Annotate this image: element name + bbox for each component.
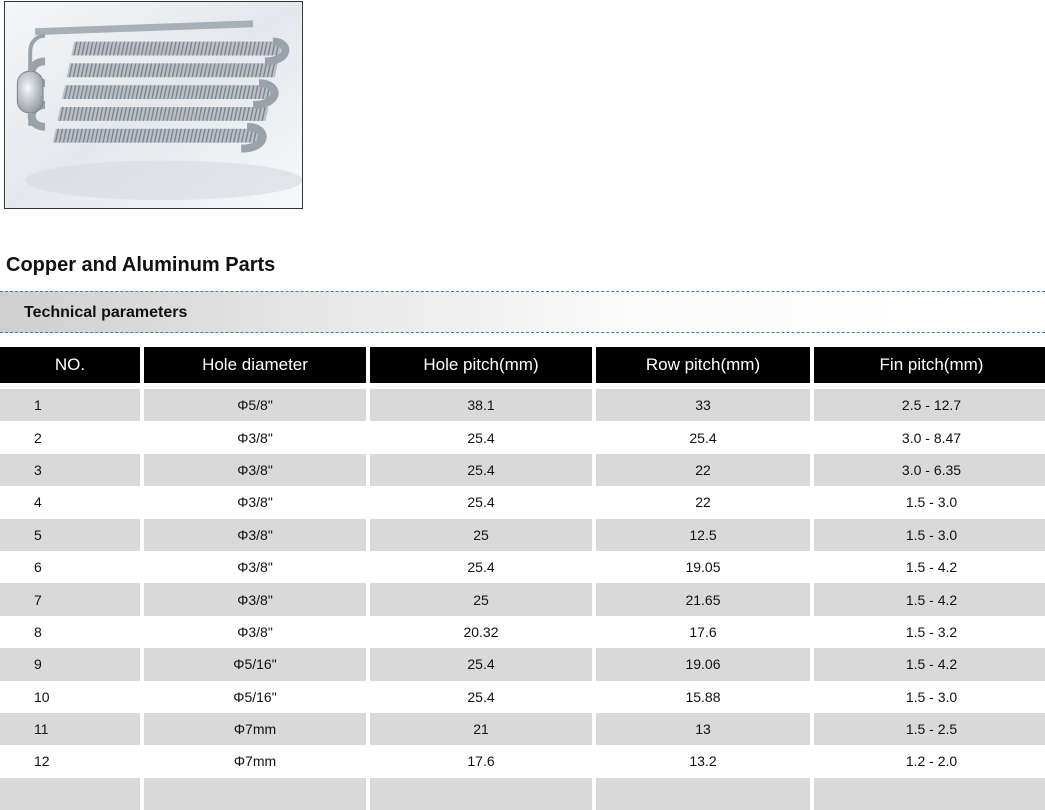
cell-hole-pitch: 17.6 <box>370 745 592 777</box>
cell-hole-pitch: 20.32 <box>370 616 592 648</box>
table-row <box>0 583 1045 615</box>
cell-no: 9 <box>0 648 140 680</box>
cell-row-pitch: 17.6 <box>596 616 810 648</box>
header-row-pitch: Row pitch(mm) <box>596 347 810 383</box>
cell-hole-pitch: 25.4 <box>370 486 592 518</box>
cell-hole-diameter: Φ3/8" <box>144 551 366 583</box>
cell-fin-pitch: 1.5 - 2.5 <box>814 713 1045 745</box>
cell-hole-pitch <box>370 778 592 810</box>
cell-fin-pitch: 1.5 - 4.2 <box>814 583 1045 615</box>
table-row <box>0 648 1045 680</box>
cell-hole-pitch: 38.1 <box>370 389 592 421</box>
cell-row-pitch: 22 <box>596 454 810 486</box>
cell-hole-diameter: Φ7mm <box>144 713 366 745</box>
cell-row-pitch: 33 <box>596 389 810 421</box>
header-hole-pitch: Hole pitch(mm) <box>370 347 592 383</box>
table-row <box>0 616 1045 648</box>
cell-row-pitch <box>596 778 810 810</box>
cell-row-pitch: 13.2 <box>596 745 810 777</box>
table-header-row <box>0 347 1045 383</box>
cell-hole-diameter: Φ3/8" <box>144 454 366 486</box>
section-title: Copper and Aluminum Parts <box>6 254 276 276</box>
cell-fin-pitch: 3.0 - 8.47 <box>814 421 1045 453</box>
cell-hole-pitch: 25.4 <box>370 454 592 486</box>
cell-no: 2 <box>0 421 140 453</box>
cell-fin-pitch: 2.5 - 12.7 <box>814 389 1045 421</box>
table-row <box>0 454 1045 486</box>
cell-hole-diameter: Φ7mm <box>144 745 366 777</box>
cell-hole-pitch: 25.4 <box>370 681 592 713</box>
cell-hole-diameter: Φ3/8" <box>144 616 366 648</box>
table-row <box>0 551 1045 583</box>
cell-no: 6 <box>0 551 140 583</box>
cell-no: 11 <box>0 713 140 745</box>
cell-hole-diameter: Φ5/16" <box>144 681 366 713</box>
cell-row-pitch: 19.05 <box>596 551 810 583</box>
cell-hole-diameter <box>144 778 366 810</box>
cell-no: 12 <box>0 745 140 777</box>
header-hole-diameter: Hole diameter <box>144 347 366 383</box>
cell-row-pitch: 15.88 <box>596 681 810 713</box>
cell-no: 5 <box>0 519 140 551</box>
table-row <box>0 713 1045 745</box>
cell-hole-diameter: Φ5/16" <box>144 648 366 680</box>
cell-fin-pitch: 1.5 - 4.2 <box>814 551 1045 583</box>
cell-no: 8 <box>0 616 140 648</box>
product-image <box>4 1 303 209</box>
cell-fin-pitch: 1.2 - 2.0 <box>814 745 1045 777</box>
technical-parameters-bar <box>0 291 1045 333</box>
cell-hole-pitch: 21 <box>370 713 592 745</box>
cell-no <box>0 778 140 810</box>
cell-row-pitch: 21.65 <box>596 583 810 615</box>
cell-hole-diameter: Φ3/8" <box>144 421 366 453</box>
cell-hole-pitch: 25 <box>370 583 592 615</box>
cell-no: 10 <box>0 681 140 713</box>
cell-hole-diameter: Φ5/8" <box>144 389 366 421</box>
technical-parameters-label: Technical parameters <box>24 304 188 321</box>
cell-fin-pitch: 1.5 - 3.2 <box>814 616 1045 648</box>
header-no: NO. <box>0 347 140 383</box>
cell-no: 3 <box>0 454 140 486</box>
cell-no: 7 <box>0 583 140 615</box>
cell-no: 1 <box>0 389 140 421</box>
cell-fin-pitch: 1.5 - 3.0 <box>814 519 1045 551</box>
cell-hole-pitch: 25.4 <box>370 551 592 583</box>
cell-fin-pitch: 3.0 - 6.35 <box>814 454 1045 486</box>
header-fin-pitch: Fin pitch(mm) <box>814 347 1045 383</box>
cell-fin-pitch: 1.5 - 3.0 <box>814 681 1045 713</box>
cell-row-pitch: 13 <box>596 713 810 745</box>
table-row-empty <box>0 778 1045 810</box>
cell-hole-pitch: 25 <box>370 519 592 551</box>
cell-hole-diameter: Φ3/8" <box>144 486 366 518</box>
cell-row-pitch: 25.4 <box>596 421 810 453</box>
cell-hole-pitch: 25.4 <box>370 648 592 680</box>
cell-fin-pitch <box>814 778 1045 810</box>
cell-row-pitch: 19.06 <box>596 648 810 680</box>
cell-hole-pitch: 25.4 <box>370 421 592 453</box>
table-row <box>0 681 1045 713</box>
cell-fin-pitch: 1.5 - 4.2 <box>814 648 1045 680</box>
table-row <box>0 486 1045 518</box>
cell-no: 4 <box>0 486 140 518</box>
cell-row-pitch: 12.5 <box>596 519 810 551</box>
cell-hole-diameter: Φ3/8" <box>144 519 366 551</box>
technical-parameters-table <box>0 347 1045 810</box>
table-row <box>0 745 1045 777</box>
table-row <box>0 519 1045 551</box>
cell-fin-pitch: 1.5 - 3.0 <box>814 486 1045 518</box>
evaporator-coil-illustration <box>5 2 302 208</box>
cell-hole-diameter: Φ3/8" <box>144 583 366 615</box>
table-row <box>0 389 1045 421</box>
table-row <box>0 421 1045 453</box>
cell-row-pitch: 22 <box>596 486 810 518</box>
